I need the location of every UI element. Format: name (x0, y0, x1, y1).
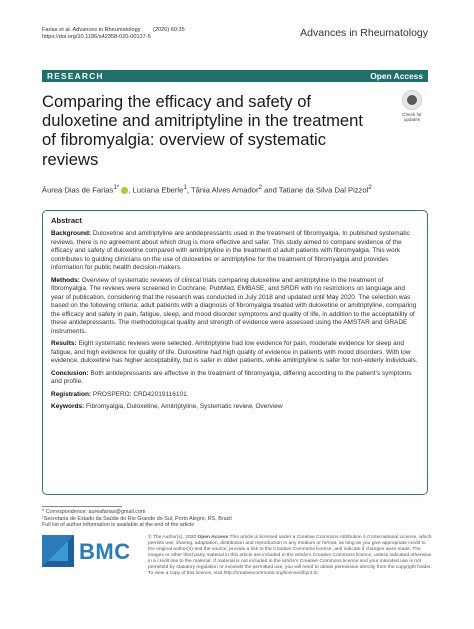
check-updates-label: Check for updates (402, 112, 422, 123)
abstract-keywords: Keywords: Fibromyalgia, Duloxetine, Amitriptyline, Systematic review, Overview (51, 403, 283, 410)
author-name[interactable]: , Tânia Alves Amador (186, 185, 259, 195)
abstract-box (42, 210, 428, 495)
check-for-updates-badge[interactable] (396, 90, 428, 126)
abstract-methods: Methods: Overview of systematic reviews of clinical trials comparing duloxetine and amitriptyline in the treatment of fibromyalgia. The reviews were screened in Cochrane, PubMed, EMBASE, and SRDR with no restrictions on language and year of publication, considering that the research was conducted in July 2018 and updated until May 2020. The selection was based on the following criteria: adult patients with a diagnosis of fibromyalgia treated with duloxetine or amitriptyline, comparing the efficacy and safety in pain, fatigue, sleep, and mood disorder symptoms and quality of life, in addition to the acceptability of these antidepressants. The methodological quality and strength of evidence were assessed using the AMSTAR and GRADE instruments. (51, 276, 417, 335)
footnotes (42, 506, 232, 529)
author-name[interactable]: Áurea Dias de Farias (42, 185, 114, 195)
abstract-background: Background: Duloxetine and amitriptyline are antidepressants used in the treatment of fibromyalgia. In published systematic reviews, there is no agreement about which drug is more effective and safer. This study aimed to compare evidence of the efficacy and safety of duloxetine compared with amitriptyline in the treatment of adult patients with fibromyalgia. This work contributes to guiding clinicians on the use of duloxetine or amitriptyline for the treatment of fibromyalgia and provides information for public health decision-makers. (51, 230, 410, 271)
article-type-bar (42, 70, 428, 82)
citation-header (42, 27, 185, 41)
abstract-conclusion: Conclusion: Both antidepressants are effective in the treatment of fibromyalgia, differing according to the patient's symptoms and profile. (51, 369, 412, 385)
citation-authors: Farias et al. Advances in Rheumatology (42, 27, 141, 33)
correspondence-note[interactable]: * Correspondence: aureafarias@gmail.com (42, 509, 146, 515)
footnote-divider (42, 506, 122, 507)
check-updates-icon (402, 90, 422, 110)
doi-link[interactable]: https://doi.org/10.1186/s42358-020-00137-5 (42, 34, 151, 41)
author-list: Áurea Dias de Farias$^{1*}$ , Luciana Eberle$^1$, Tânia Alves Amador$^2$ and Tatiane da Silva Dal Pizzol$^2$ (42, 184, 372, 195)
citation-year: (2020) 60:35 (153, 27, 185, 33)
open-access-label: Open Access (370, 71, 423, 81)
author-name[interactable]: and Tatiane da Silva Dal Pizzol (262, 185, 369, 195)
license-notice: © The Author(s). 2020 Open Access This article is licensed under a Creative Commons Attribution 4.0 International License, which permits use, sharing, adaptation, distribution and reproduction in any medium or format, as long as you give appropriate credit to the original author(s) and the source, provide a link to the Creative Commons licence, and indicate if changes were made. The images or other third party material in this article are included in the article's Creative Commons licence, unless indicated otherwise in a credit line to the material. If material is not included in the article's Creative Commons licence and your intended use is not permitted by statutory regulation or exceeds the permitted use, you will need to obtain permission directly from the copyright holder. To view a copy of this licence, visit http://creativecommons.org/licenses/by/4.0/. (148, 535, 432, 576)
abstract-results: Results: Eight systematic reviews were selected. Amitriptyline had low evidence for pain, moderate evidence for sleep and fatigue, and high evidence for quality of life. Duloxetine had high quality of evidence in patients with mood disorders. With low evidence, duloxetine has higher acceptability, but is safer in older patients, while amitriptyline is safer for non-elderly individuals. (51, 340, 418, 364)
bmc-logo-icon (42, 535, 74, 567)
bmc-logo (42, 535, 131, 567)
abstract-registration: Registration: PROSPERO: CRD42019116101. (51, 390, 189, 398)
author-name[interactable]: , Luciana Eberle (128, 185, 184, 195)
article-title: Comparing the efficacy and safety of duloxetine and amitriptyline in the treatment of fibromyalgia: overview of systematic reviews (42, 92, 363, 169)
affiliation-note: ¹Secretaria de Estado da Saúde do Rio Grande do Sul, Porto Alegre, RS, Brazil (42, 515, 232, 522)
abstract-heading: Abstract (51, 216, 82, 225)
journal-name: Advances in Rheumatology (300, 27, 428, 39)
bmc-logo-text: BMC (79, 539, 131, 564)
author-info-note: Full list of author information is available at the end of the article (42, 522, 195, 529)
article-type-label: RESEARCH (47, 71, 104, 81)
